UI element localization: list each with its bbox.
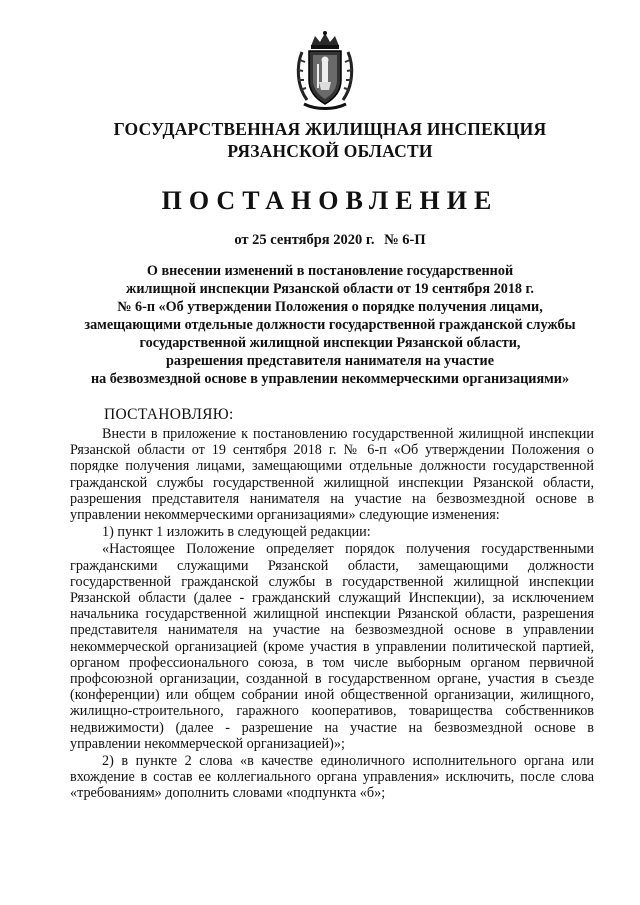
title-line: государственной жилищной инспекции Рязанской области, xyxy=(139,335,521,351)
body-paragraph: 2) в пункте 2 слова «в качестве единоличного исполнительного органа или вхождение в состав ее коллегиального органа управления» исключить, после слова «требованиям» дополнить словами «подпункта «б»; xyxy=(70,753,594,802)
resolve-word: ПОСТАНОВЛЯЮ: xyxy=(104,406,234,423)
document-number: № 6-П xyxy=(384,232,426,248)
title-line: № 6-п «Об утверждении Положения о порядке получения лицами, xyxy=(117,299,543,315)
title-line: разрешения представителя нанимателя на участие xyxy=(166,353,494,369)
issuing-authority xyxy=(70,118,590,162)
body-paragraph: Внести в приложение к постановлению государственной жилищной инспекции Рязанской области от 19 сентября 2018 г. № 6-п «Об утверждении Положения о порядке получения лицами, замещающими отдельные должности государственной гражданской службы государственной жилищной инспекции Рязанской области, разрешения представителя нанимателя на участие на безвозмездной основе в управлении некоммерческими организациями» следующие изменения: xyxy=(70,426,594,524)
title-line: О внесении изменений в постановление государственной xyxy=(146,263,514,279)
document-type-heading: ПОСТАНОВЛЕНИЕ xyxy=(161,186,499,215)
title-line: жилищной инспекции Рязанской области от 19 сентября 2018 г. xyxy=(126,281,534,297)
body-paragraph: 1) пункт 1 изложить в следующей редакции: xyxy=(102,524,371,541)
document-title xyxy=(62,262,598,388)
org-name-line1: ГОСУДАРСТВЕННАЯ ЖИЛИЩНАЯ ИНСПЕКЦИЯ xyxy=(113,119,547,139)
org-name-line2: РЯЗАНСКОЙ ОБЛАСТИ xyxy=(227,141,433,161)
title-line: замещающими отдельные должности государственной гражданской службы xyxy=(84,317,576,333)
document-date: от 25 сентября 2020 г. xyxy=(234,232,375,248)
title-line: на безвозмездной основе в управлении некоммерческими организациями» xyxy=(90,371,570,387)
date-number-line xyxy=(70,232,590,249)
document-body xyxy=(70,426,594,802)
body-paragraph: «Настоящее Положение определяет порядок получения государственными гражданскими служащими Рязанской области, замещающими должности государственной гражданской службы в государственной жилищной инспекции Рязанской области (далее - гражданский служащий Инспекции), за исключением начальника государственной жилищной инспекции Рязанской области, разрешения представителя нанимателя на участие на безвозмездной основе в управлении некоммерческой организацией (кроме участия в управлении политической партией, органом профессионального союза, в том числе выборным органом первичной профсоюзной организации, созданной в государственном органе, участия в съезде (конференции) или общем собрании иной общественной организации, жилищного, жилищно-строительного, гаражного кооперативов, товарищества собственников недвижимости) (далее - разрешение на участие на безвозмездной основе в управлении некоммерческой организацией)»; xyxy=(70,541,594,752)
ryazan-coat-of-arms-icon xyxy=(294,30,356,112)
